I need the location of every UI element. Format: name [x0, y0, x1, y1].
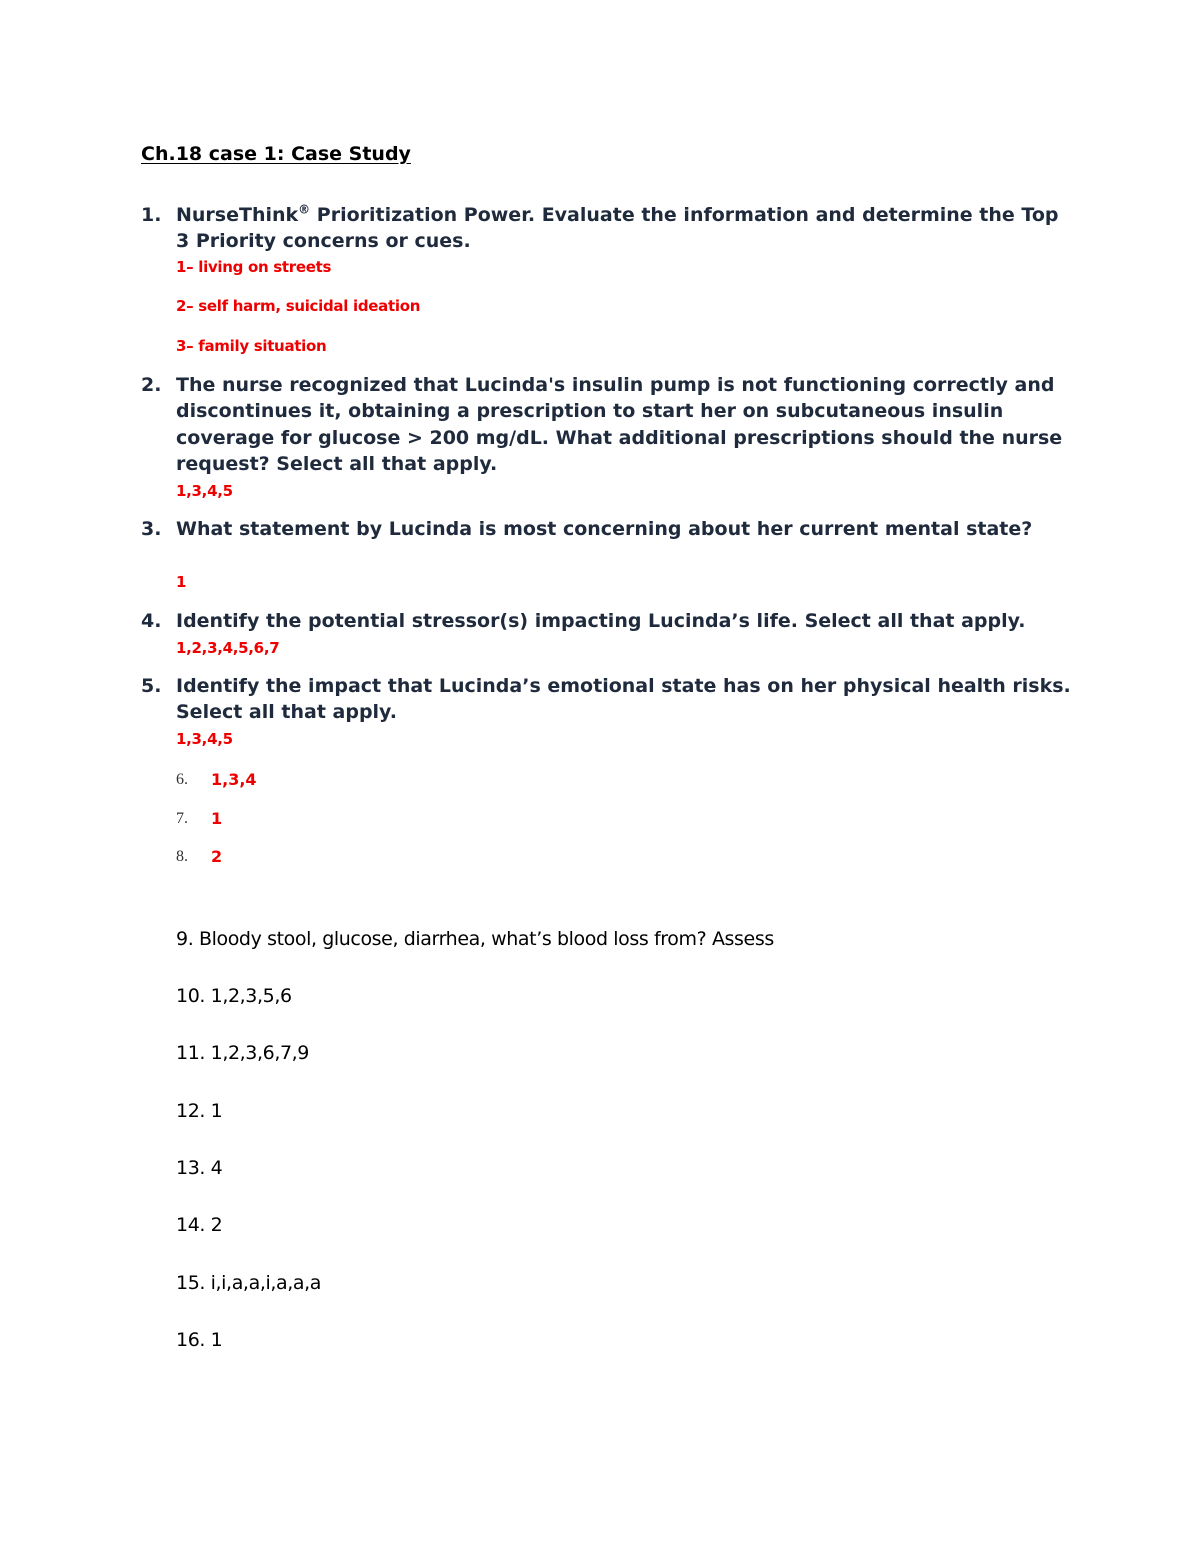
question-15-line: 15. i,i,a,a,i,a,a,a: [176, 1272, 321, 1294]
question-1-answer-2: 2– self harm, suicidal ideation: [176, 297, 421, 315]
question-14-line: 14. 2: [176, 1214, 223, 1236]
registered-mark: ®: [298, 202, 311, 217]
question-3-text: What statement by Lucinda is most concerning about her current mental state?: [176, 518, 1033, 540]
question-2-number: 2.: [141, 374, 162, 396]
question-5-number: 5.: [141, 675, 162, 697]
question-8-answer: 2: [211, 847, 223, 866]
question-4-number: 4.: [141, 610, 162, 632]
question-11-line: 11. 1,2,3,6,7,9: [176, 1042, 309, 1064]
question-2-answer: 1,3,4,5: [176, 482, 233, 500]
question-5-answer: 1,3,4,5: [176, 730, 233, 748]
question-13-line: 13. 4: [176, 1157, 223, 1179]
question-7-answer: 1: [211, 809, 223, 828]
question-8-number: 8.: [176, 848, 188, 865]
question-3-answer: 1: [176, 573, 187, 591]
question-3-number: 3.: [141, 518, 162, 540]
question-1-answer-3: 3– family situation: [176, 337, 327, 355]
question-6-number: 6.: [176, 771, 188, 788]
question-10-line: 10. 1,2,3,5,6: [176, 985, 292, 1007]
question-6-answer: 1,3,4: [211, 770, 257, 789]
question-1-number: 1.: [141, 204, 162, 226]
question-1-text-rest: Prioritization Power. Evaluate the information and determine the Top 3 Priority concerns or cues.: [176, 204, 1059, 253]
question-4-text: Identify the potential stressor(s) impacting Lucinda’s life. Select all that apply.: [176, 610, 1026, 632]
question-16-line: 16. 1: [176, 1329, 223, 1351]
question-12-line: 12. 1: [176, 1100, 223, 1122]
question-5-text: Identify the impact that Lucinda’s emotional state has on her physical health risks. Select all that apply.: [176, 675, 1071, 724]
question-1-text-main: NurseThink: [176, 204, 299, 226]
question-2-text: The nurse recognized that Lucinda's insulin pump is not functioning correctly and discontinues it, obtaining a prescription to start her on subcutaneous insulin coverage for glucose > 200 mg/dL. What additional prescriptions should the nurse request? Select all that apply.: [176, 374, 1063, 475]
document-title: Ch.18 case 1: Case Study: [141, 143, 411, 165]
question-1-text: [176, 202, 1076, 255]
question-4-answer: 1,2,3,4,5,6,7: [176, 639, 280, 657]
question-7-number: 7.: [176, 810, 188, 827]
question-9-line: 9. Bloody stool, glucose, diarrhea, what’s blood loss from? Assess: [176, 928, 774, 950]
question-1-answer-1: 1– living on streets: [176, 258, 332, 276]
